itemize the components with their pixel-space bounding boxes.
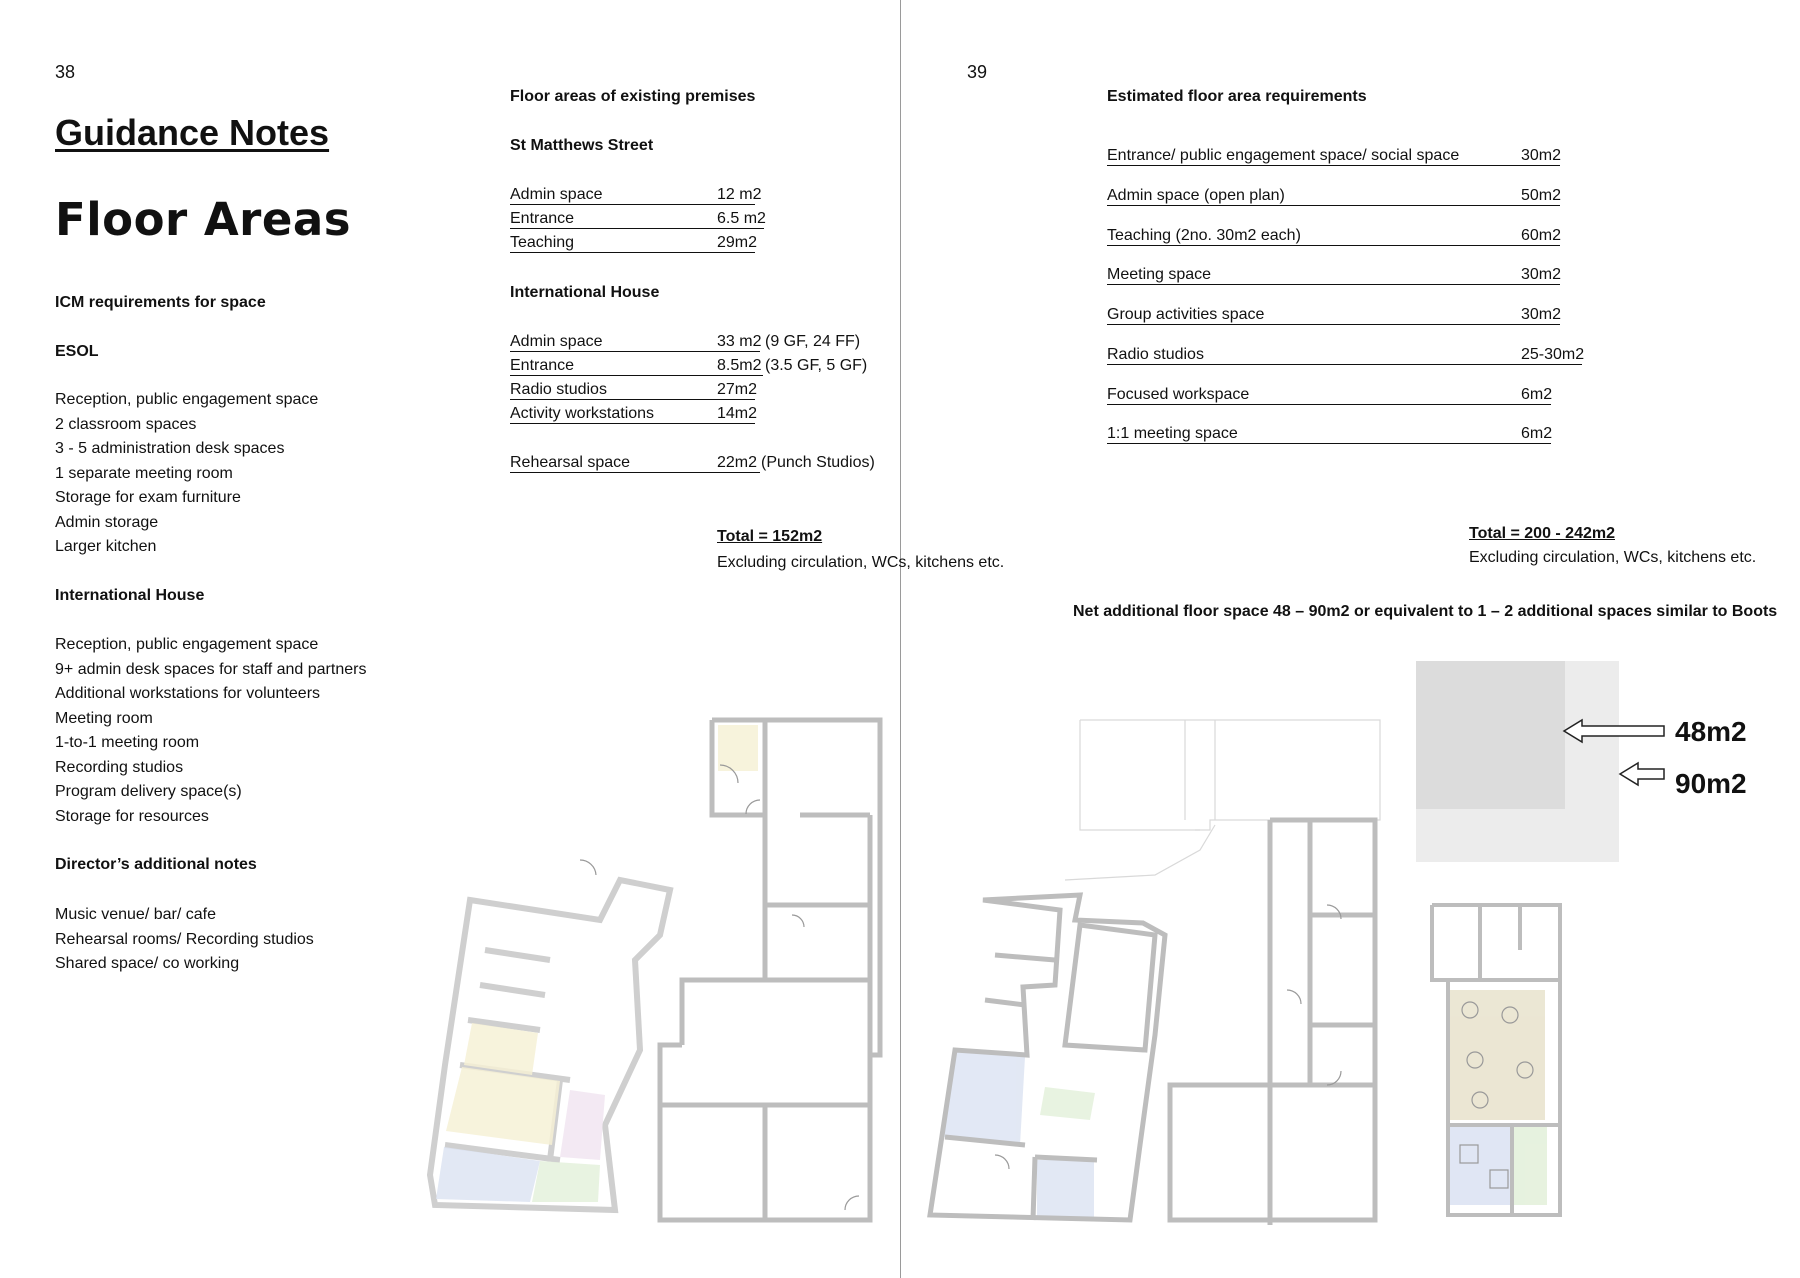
requirement-value: 30m2 <box>1521 147 1562 164</box>
international-house-list <box>55 633 366 829</box>
arrow-left-icon <box>1564 720 1664 742</box>
row-underline <box>1107 284 1560 285</box>
page-divider <box>900 0 901 1278</box>
row-underline <box>510 351 760 352</box>
area-label: Entrance <box>510 210 575 227</box>
zone-beige <box>1450 990 1545 1120</box>
page-number-left: 38 <box>55 62 76 82</box>
requirement-value: 30m2 <box>1521 266 1562 283</box>
requirement-label: Focused workspace <box>1107 386 1250 403</box>
row-underline <box>510 228 764 229</box>
requirement-value: 50m2 <box>1521 187 1562 204</box>
area-small-fill <box>1416 661 1565 809</box>
area-label: Radio studios <box>510 381 607 398</box>
list-item: Rehearsal rooms/ Recording studios <box>55 930 314 948</box>
st-matthews-heading: St Matthews Street <box>510 137 654 154</box>
directors-notes-heading: Director’s additional notes <box>55 856 257 873</box>
row-underline <box>1107 245 1560 246</box>
icm-heading: ICM requirements for space <box>55 294 266 311</box>
zone-green <box>1512 1125 1547 1205</box>
requirement-label: Meeting space <box>1107 266 1212 283</box>
zone-yellow <box>446 1067 560 1145</box>
list-item: Program delivery space(s) <box>55 783 242 800</box>
list-item: Reception, public engagement space <box>55 636 319 653</box>
list-item: 3 - 5 administration desk spaces <box>55 440 285 457</box>
area-value: 8.5m2 <box>717 357 762 374</box>
existing-premises-heading: Floor areas of existing premises <box>510 88 756 105</box>
row-underline <box>510 204 755 205</box>
requirements-heading: Estimated floor area requirements <box>1107 88 1367 105</box>
row-underline <box>510 399 755 400</box>
list-item: Storage for resources <box>55 807 209 825</box>
area-note: (9 GF, 24 FF) <box>765 333 861 350</box>
zone-pink <box>560 1090 605 1160</box>
requirement-value: 30m2 <box>1521 306 1562 323</box>
requirement-value: 25-30m2 <box>1521 346 1585 363</box>
existing-total: Total = 152m2 <box>717 528 823 545</box>
area-label: Rehearsal space <box>510 454 631 471</box>
zone-green <box>532 1161 600 1202</box>
requirement-label: Group activities space <box>1107 306 1265 323</box>
requirement-label: Radio studios <box>1107 346 1204 363</box>
list-item: Reception, public engagement space <box>55 391 319 408</box>
list-item: Larger kitchen <box>55 538 157 555</box>
area-value: 6.5 m2 <box>717 210 766 227</box>
list-item: 1-to-1 meeting room <box>55 734 200 751</box>
area-value: 22m2 <box>717 454 758 471</box>
directors-notes-list <box>55 903 314 977</box>
floor-plan-existing <box>420 705 890 1225</box>
guidance-notes-heading: Guidance Notes <box>55 112 330 153</box>
list-item: Admin storage <box>55 513 159 531</box>
row-underline <box>1107 364 1582 365</box>
requirements-total-note: Excluding circulation, WCs, kitchens etc. <box>1469 549 1757 566</box>
area-label: Admin space <box>510 186 603 203</box>
zone-blue <box>1037 1160 1094 1218</box>
row-underline <box>510 252 755 253</box>
area-arrows <box>1560 718 1670 788</box>
row-underline <box>1107 165 1560 166</box>
requirement-value: 6m2 <box>1521 425 1553 442</box>
area-label-90: 90m2 <box>1675 768 1747 799</box>
requirement-label: Entrance/ public engagement space/ social space <box>1107 147 1460 164</box>
row-underline <box>1107 404 1551 405</box>
requirement-label: Admin space (open plan) <box>1107 187 1285 204</box>
esol-heading: ESOL <box>55 343 99 360</box>
list-item: Additional workstations for volunteers <box>55 685 321 702</box>
area-note: (3.5 GF, 5 GF) <box>765 357 868 374</box>
list-item: 1 separate meeting room <box>55 464 233 482</box>
area-label: Admin space <box>510 333 603 350</box>
international-house-heading: International House <box>55 587 205 604</box>
list-item: 9+ admin desk spaces for staff and partners <box>55 660 367 678</box>
list-item: 2 classroom spaces <box>55 415 197 433</box>
page-title: Floor Areas <box>55 193 352 246</box>
area-value: 12 m2 <box>717 186 762 203</box>
row-underline <box>510 472 760 473</box>
area-value: 33 m2 <box>717 333 762 350</box>
requirement-label: 1:1 meeting space <box>1107 425 1238 442</box>
area-48-block <box>1416 661 1565 809</box>
requirements-total: Total = 200 - 242m2 <box>1469 525 1615 542</box>
arrow-left-icon <box>1620 763 1664 785</box>
row-underline <box>1107 324 1560 325</box>
existing-total-note: Excluding circulation, WCs, kitchens etc. <box>717 554 1005 571</box>
area-label: Teaching <box>510 234 575 251</box>
zone-blue <box>1450 1125 1512 1205</box>
row-underline <box>1107 205 1560 206</box>
floor-plan-proposed-a <box>915 705 1415 1225</box>
list-item: Music venue/ bar/ cafe <box>55 906 216 923</box>
requirement-value: 60m2 <box>1521 227 1562 244</box>
list-item: Storage for exam furniture <box>55 489 241 506</box>
row-underline <box>510 375 763 376</box>
page-number-right: 39 <box>967 62 988 82</box>
esol-list <box>55 388 318 560</box>
floor-plan-proposed-b <box>1420 900 1570 1225</box>
zone-yellow <box>718 725 758 771</box>
row-underline <box>510 423 755 424</box>
international-house-areas-heading: International House <box>510 284 660 301</box>
area-value: 27m2 <box>717 381 758 398</box>
area-value: 14m2 <box>717 405 758 422</box>
zone-green <box>1040 1087 1095 1120</box>
requirement-value: 6m2 <box>1521 386 1553 403</box>
area-label-48: 48m2 <box>1675 716 1747 747</box>
net-additional-note: Net additional floor space 48 – 90m2 or equivalent to 1 – 2 additional spaces similar to Boots <box>1073 603 1778 620</box>
area-value: 29m2 <box>717 234 758 251</box>
area-label: Activity workstations <box>510 405 655 422</box>
row-underline <box>1107 443 1551 444</box>
list-item: Shared space/ co working <box>55 955 240 972</box>
requirement-label: Teaching (2no. 30m2 each) <box>1107 227 1301 244</box>
list-item: Meeting room <box>55 709 153 727</box>
area-note: (Punch Studios) <box>761 454 875 471</box>
area-label: Entrance <box>510 357 575 374</box>
list-item: Recording studios <box>55 758 184 776</box>
